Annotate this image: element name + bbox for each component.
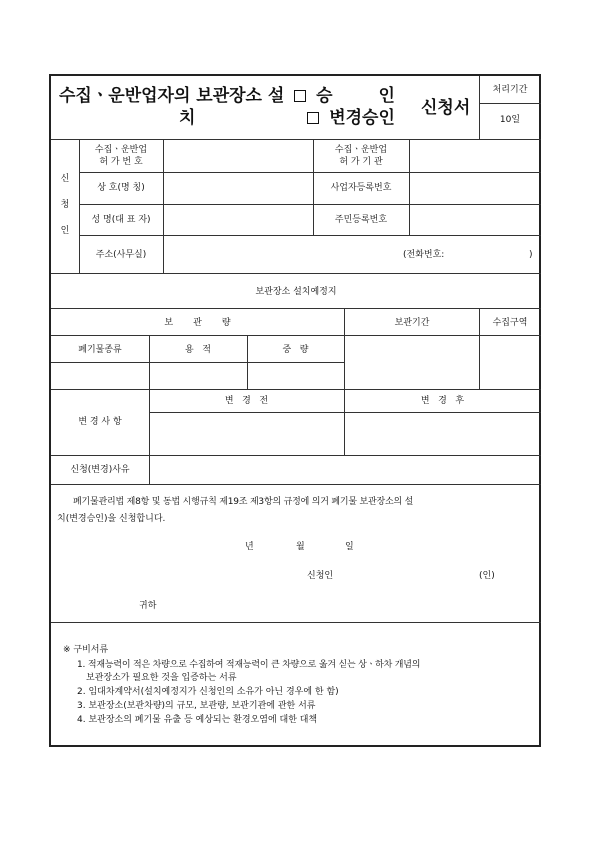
trade-name-label: 상 호(명 칭) bbox=[97, 183, 145, 193]
phone-close: ) bbox=[529, 250, 533, 260]
title-line2-a: 치 bbox=[179, 108, 196, 128]
storage-period-label: 보관기간 bbox=[394, 318, 430, 328]
volume-field[interactable] bbox=[150, 363, 246, 388]
change-reason-label: 신청(변경)사유 bbox=[70, 465, 130, 475]
processing-period-value: 10일 bbox=[499, 115, 521, 125]
document-item: 3. 보관장소(보관차량)의 규모, 보관량, 보관기관에 관한 서류 bbox=[77, 701, 316, 711]
processing-period-label: 처리기간 bbox=[492, 85, 528, 95]
document-item: 2. 임대차계약서(설치예정지가 신청인의 소유가 아닌 경우에 한 함) bbox=[77, 687, 339, 697]
change-reason-field[interactable] bbox=[150, 456, 540, 483]
waste-type-label: 폐기물종류 bbox=[78, 345, 122, 355]
resident-number-label: 주민등록번호 bbox=[334, 215, 388, 225]
document-item: 4. 보관장소의 폐기물 유출 등 예상되는 환경오염에 대한 대책 bbox=[77, 715, 318, 725]
title-line1-c: 인 bbox=[378, 86, 395, 106]
form-title-line2 bbox=[179, 108, 459, 128]
representative-name-label: 성 명(대 표 자) bbox=[91, 215, 151, 225]
declaration-line2: 치(변경승인)을 신청합니다. bbox=[57, 514, 166, 524]
signature-seal-label: (인) bbox=[479, 571, 495, 581]
representative-name-field[interactable] bbox=[164, 205, 312, 234]
business-registration-field[interactable] bbox=[410, 173, 540, 203]
before-change-field[interactable] bbox=[150, 413, 343, 454]
changes-label: 변 경 사 항 bbox=[78, 417, 122, 427]
required-documents-heading: ※ 구비서류 bbox=[63, 645, 109, 655]
signature-applicant-label: 신청인 bbox=[307, 571, 334, 581]
applicant-side-label: 신 청 인 bbox=[60, 174, 70, 236]
application-form bbox=[49, 74, 541, 747]
after-change-label: 변 경 후 bbox=[420, 396, 465, 406]
document-item: 1. 적재능력이 적은 차량으로 수집하여 적재능력이 큰 차량으로 옮겨 싣는 상ㆍ하차 개념의 bbox=[77, 660, 421, 670]
phone-label: (전화번호: bbox=[403, 250, 445, 260]
checkbox-change-approval[interactable] bbox=[307, 112, 319, 124]
document-item: 보관장소가 필요한 것을 입증하는 서류 bbox=[86, 673, 237, 683]
after-change-field[interactable] bbox=[345, 413, 540, 454]
title-line1-b: 승 bbox=[316, 86, 333, 106]
form-title bbox=[59, 86, 439, 106]
permit-number-label: 수집ㆍ운반업 허 가 번 호 bbox=[94, 145, 148, 167]
permit-agency-field[interactable] bbox=[410, 140, 540, 171]
weight-field[interactable] bbox=[248, 363, 343, 388]
permit-agency-label: 수집ㆍ운반업 허 가 기 관 bbox=[334, 145, 388, 167]
storage-site-field[interactable] bbox=[51, 274, 541, 307]
volume-column-label: 용 적 bbox=[185, 345, 211, 355]
date-day: 일 bbox=[345, 542, 354, 552]
addressee-label: 귀하 bbox=[139, 601, 157, 611]
title-line2-b: 변경승인 bbox=[329, 108, 395, 128]
storage-period-field[interactable] bbox=[345, 336, 478, 388]
resident-number-field[interactable] bbox=[410, 205, 540, 234]
storage-site-heading: 보관장소 설치예정지 bbox=[255, 287, 337, 297]
storage-volume-label: 보 관 량 bbox=[164, 318, 231, 328]
waste-type-field[interactable] bbox=[52, 363, 148, 388]
collection-zone-label: 수집구역 bbox=[492, 318, 528, 328]
weight-column-label: 중 량 bbox=[282, 345, 309, 355]
declaration-line1: 폐기물관리법 제8항 및 동법 시행규칙 제19조 제3항의 규정에 의거 폐기물 보관장소의 설 bbox=[73, 497, 414, 507]
title-line1-a: 수집ㆍ운반업자의 보관장소 설 bbox=[59, 86, 285, 106]
trade-name-field[interactable] bbox=[164, 173, 312, 203]
title-suffix: 신청서 bbox=[421, 98, 471, 118]
checkbox-approval[interactable] bbox=[294, 90, 306, 102]
permit-number-field[interactable] bbox=[164, 140, 312, 171]
collection-zone-field[interactable] bbox=[480, 336, 540, 388]
address-label: 주소(사무실) bbox=[95, 250, 147, 260]
date-year: 년 bbox=[245, 542, 254, 552]
before-change-label: 변 경 전 bbox=[224, 396, 269, 406]
business-registration-label: 사업자등록번호 bbox=[330, 183, 392, 193]
address-field[interactable] bbox=[164, 236, 540, 272]
date-month: 월 bbox=[296, 542, 305, 552]
